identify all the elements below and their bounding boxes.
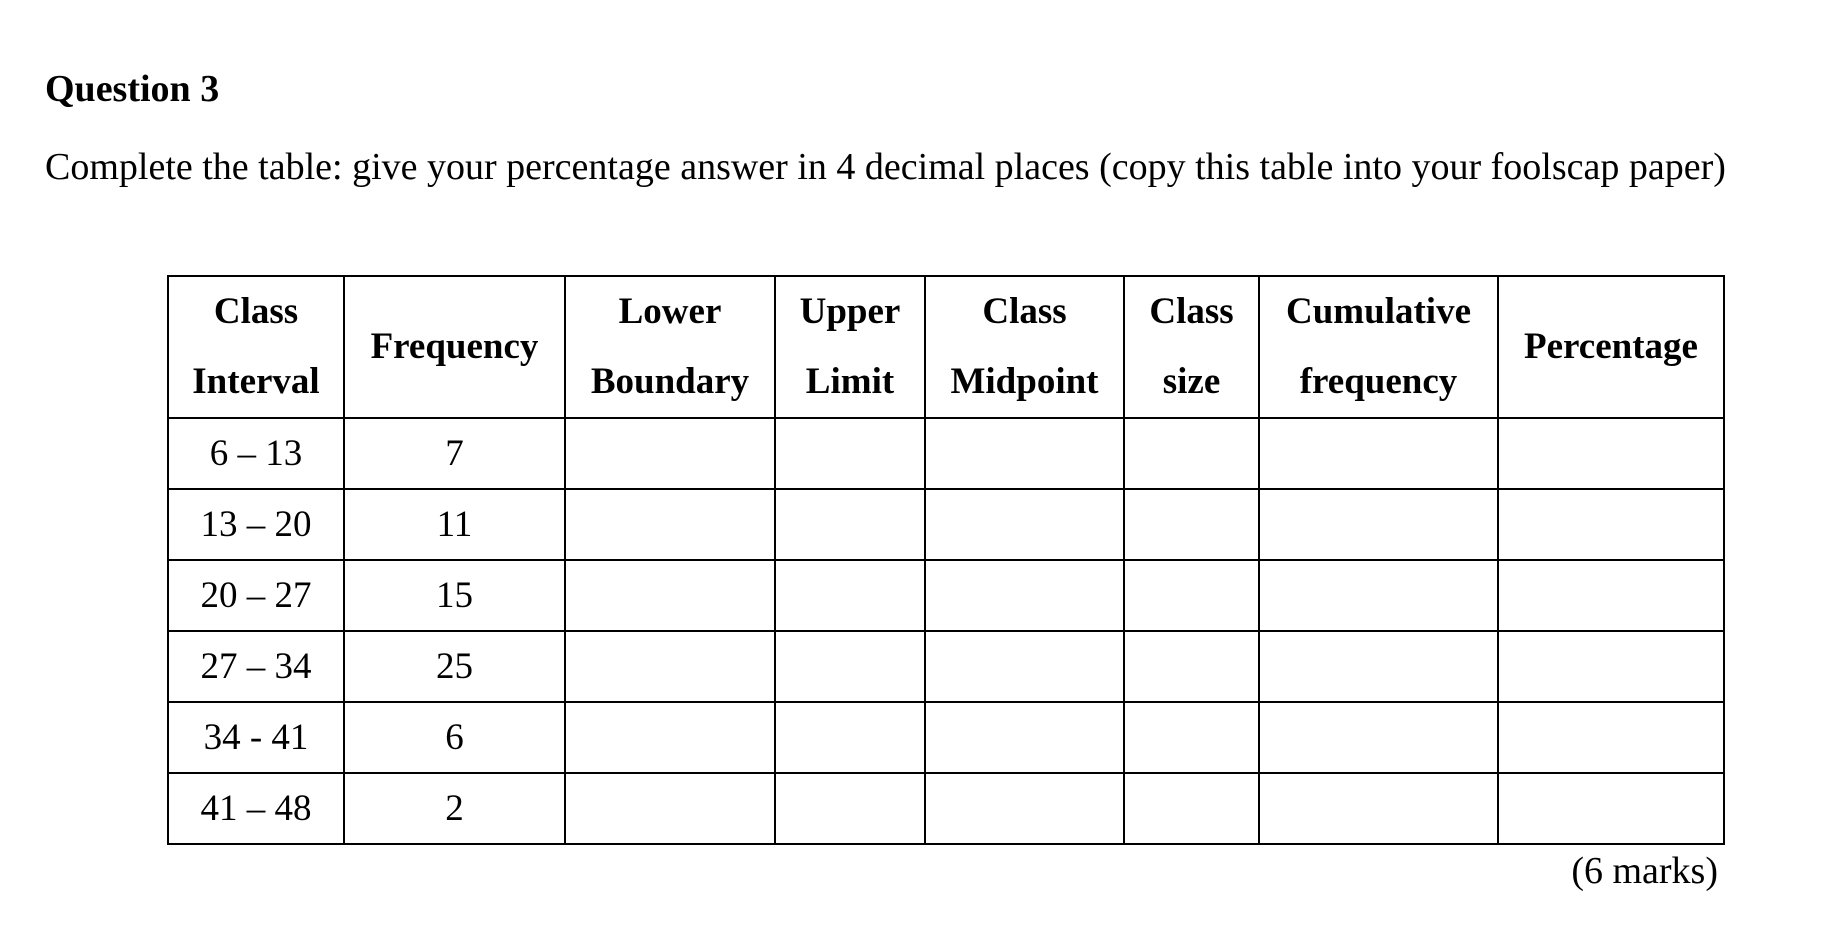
cell-class-size — [1124, 489, 1259, 560]
cell-class-midpoint — [925, 560, 1124, 631]
cell-class-interval: 6 – 13 — [168, 418, 344, 489]
table-header-row — [168, 276, 1724, 418]
table-row — [168, 418, 1724, 489]
table-row — [168, 489, 1724, 560]
cell-lower-boundary — [565, 631, 775, 702]
cell-class-size — [1124, 773, 1259, 844]
cell-percentage — [1498, 418, 1724, 489]
header-frequency: Frequency — [344, 276, 565, 418]
cell-lower-boundary — [565, 489, 775, 560]
cell-class-size — [1124, 560, 1259, 631]
cell-class-midpoint — [925, 489, 1124, 560]
header-cumulative-frequency: Cumulative frequency — [1259, 276, 1498, 418]
header-upper-limit: Upper Limit — [775, 276, 925, 418]
cell-lower-boundary — [565, 418, 775, 489]
cell-class-interval: 34 - 41 — [168, 702, 344, 773]
table-row — [168, 702, 1724, 773]
cell-lower-boundary — [565, 560, 775, 631]
cell-cumulative-frequency — [1259, 702, 1498, 773]
cell-class-interval: 41 – 48 — [168, 773, 344, 844]
frequency-table — [167, 275, 1725, 845]
cell-cumulative-frequency — [1259, 560, 1498, 631]
cell-cumulative-frequency — [1259, 631, 1498, 702]
cell-upper-limit — [775, 418, 925, 489]
table-row — [168, 631, 1724, 702]
marks-label: (6 marks) — [1571, 850, 1718, 892]
cell-class-size — [1124, 702, 1259, 773]
cell-class-size — [1124, 631, 1259, 702]
cell-cumulative-frequency — [1259, 418, 1498, 489]
cell-cumulative-frequency — [1259, 773, 1498, 844]
cell-upper-limit — [775, 702, 925, 773]
cell-upper-limit — [775, 489, 925, 560]
header-percentage: Percentage — [1498, 276, 1724, 418]
cell-class-midpoint — [925, 773, 1124, 844]
cell-percentage — [1498, 560, 1724, 631]
header-class-size: Class size — [1124, 276, 1259, 418]
header-lower-boundary: Lower Boundary — [565, 276, 775, 418]
cell-percentage — [1498, 631, 1724, 702]
table-row — [168, 560, 1724, 631]
cell-percentage — [1498, 773, 1724, 844]
cell-upper-limit — [775, 631, 925, 702]
table-row — [168, 773, 1724, 844]
cell-class-midpoint — [925, 631, 1124, 702]
cell-class-interval: 27 – 34 — [168, 631, 344, 702]
cell-percentage — [1498, 489, 1724, 560]
cell-frequency: 2 — [344, 773, 565, 844]
question-title: Question 3 — [45, 68, 220, 110]
cell-lower-boundary — [565, 773, 775, 844]
cell-upper-limit — [775, 773, 925, 844]
cell-class-midpoint — [925, 418, 1124, 489]
cell-frequency: 25 — [344, 631, 565, 702]
cell-upper-limit — [775, 560, 925, 631]
cell-class-interval: 20 – 27 — [168, 560, 344, 631]
header-class-interval: Class Interval — [168, 276, 344, 418]
cell-class-interval: 13 – 20 — [168, 489, 344, 560]
cell-frequency: 7 — [344, 418, 565, 489]
cell-class-midpoint — [925, 702, 1124, 773]
question-instruction: Complete the table: give your percentage answer in 4 decimal places (copy this table into your foolscap paper) — [45, 146, 1726, 188]
cell-class-size — [1124, 418, 1259, 489]
cell-frequency: 11 — [344, 489, 565, 560]
cell-frequency: 6 — [344, 702, 565, 773]
cell-cumulative-frequency — [1259, 489, 1498, 560]
cell-lower-boundary — [565, 702, 775, 773]
header-class-midpoint: Class Midpoint — [925, 276, 1124, 418]
cell-percentage — [1498, 702, 1724, 773]
cell-frequency: 15 — [344, 560, 565, 631]
